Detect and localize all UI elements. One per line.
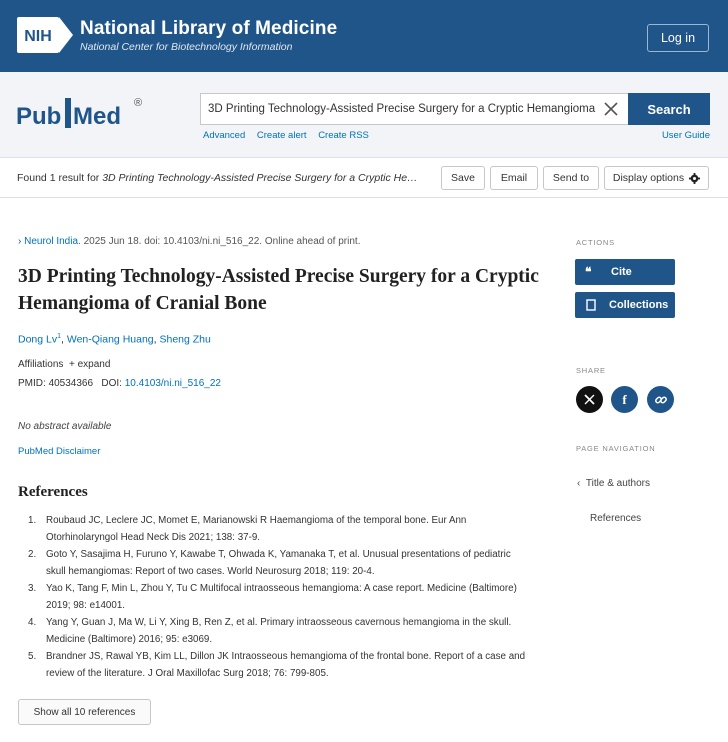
create-rss-link[interactable]: Create RSS — [318, 130, 369, 141]
link-icon[interactable] — [647, 386, 674, 413]
chevron-right-icon: › — [18, 236, 25, 247]
search-button[interactable]: Search — [628, 93, 710, 125]
affiliations-row — [18, 359, 110, 370]
doi-label: DOI: — [101, 378, 122, 389]
chevron-left-icon: ‹ — [577, 478, 586, 489]
citation-details: . 2025 Jun 18. doi: 10.4103/ni.ni_516_22. Online ahead of print. — [78, 236, 361, 247]
nih-logo-text: NIH — [24, 28, 52, 45]
nav-item-references[interactable]: References — [590, 513, 642, 524]
references-list — [28, 512, 528, 682]
nlm-title[interactable]: National Library of Medicine — [80, 18, 338, 39]
nih-logo[interactable] — [17, 17, 73, 53]
reference-item[interactable]: 3. Yao K, Tang F, Min L, Zhou Y, Tu C Multifocal intraosseous hemangioma: A case report. Medicine (Baltimore) 2019; 98: e14001. — [28, 583, 517, 611]
nlm-subtitle: National Center for Biotechnology Information — [80, 41, 293, 53]
expand-affiliations-button[interactable]: + expand — [68, 359, 111, 370]
search-band — [0, 72, 728, 158]
pubmed-disclaimer-link[interactable]: PubMed Disclaimer — [18, 446, 101, 457]
page-navigation-label: PAGE NAVIGATION — [576, 444, 656, 453]
pubmed-logo[interactable] — [16, 92, 148, 136]
affiliations-label: Affiliations — [18, 359, 64, 370]
pmid-value: 40534366 — [48, 378, 94, 389]
author-link[interactable]: Sheng Zhu — [159, 333, 211, 346]
identifiers-row — [18, 378, 221, 389]
send-to-button[interactable]: Send to — [543, 166, 599, 190]
search-links — [203, 130, 378, 141]
doi-link[interactable]: 10.4103/ni.ni_516_22 — [124, 378, 221, 389]
nav-item-label: Title & authors — [585, 478, 650, 489]
show-all-references-button[interactable]: Show all 10 references — [18, 699, 151, 725]
pubmed-logo-left: Pub — [16, 103, 62, 130]
reference-text: Brandner JS, Rawal YB, Kim LL, Dillon JK Intraosseous hemangioma of the frontal bone. Report of a case and review of the literature. J Oral Maxillofac Surg 2018; 76: 799-805. — [46, 651, 526, 679]
search-input[interactable] — [208, 94, 596, 124]
author-link[interactable]: Wen-Qiang Huang — [66, 333, 154, 346]
reference-item[interactable]: 4. Yang Y, Guan J, Ma W, Li Y, Xing B, Ren Z, et al. Primary intraosseous cavernous hemangioma in the skull. Medicine (Baltimore) 2016; 95: e3069. — [28, 617, 512, 645]
collections-label: Collections — [609, 299, 669, 311]
login-button[interactable]: Log in — [647, 24, 709, 52]
share-label: SHARE — [576, 366, 606, 375]
x-logo-icon[interactable] — [576, 386, 603, 413]
author-link[interactable]: Dong Lv — [18, 333, 58, 346]
article-title: 3D Printing Technology-Assisted Precise Surgery for a Cryptic Hemangioma of Cranial Bone — [18, 266, 539, 314]
reference-text: Yang Y, Guan J, Ma W, Li Y, Xing B, Ren Z, et al. Primary intraosseous cavernous hemangioma in the skull. Medicine (Baltimore) 2016; 95: e3069. — [46, 617, 512, 645]
cite-button[interactable] — [575, 259, 675, 285]
reference-text: Goto Y, Sasajima H, Furuno Y, Kawabe T, Ohwada K, Yamanaka T, et al. Unusual presentations of pediatric skull hemangiomas: Report of two cases. World Neurosurg 2018; 119: 20-4. — [46, 549, 511, 577]
pubmed-logo-right: Med — [73, 103, 121, 130]
close-icon[interactable] — [602, 100, 620, 118]
reference-item[interactable]: 1. Roubaud JC, Leclere JC, Momet E, Marianowski R Haemangioma of the temporal bone. Eur Ann Otorhinolaryngol Head Neck Dis 2021; 138: 37-9. — [28, 515, 467, 543]
reference-text: Yao K, Tang F, Min L, Zhou Y, Tu C Multifocal intraosseous hemangioma: A case report. Medicine (Baltimore) 2019; 98: e14001. — [46, 583, 517, 611]
user-guide-link[interactable]: User Guide — [661, 130, 710, 141]
facebook-icon[interactable]: f — [611, 386, 638, 413]
display-options-button[interactable] — [604, 166, 709, 190]
nav-item-title-authors[interactable] — [577, 478, 650, 489]
author-list: Dong Lv$^1$, Wen-Qiang Huang, Sheng Zhu — [18, 333, 211, 346]
registered-mark: ® — [134, 97, 143, 109]
bookmark-icon — [585, 299, 597, 311]
reference-item[interactable]: 5. Brandner JS, Rawal YB, Kim LL, Dillon JK Intraosseous hemangioma of the frontal bone. Report of a case and review of the literature. J Oral Maxillofac Surg 2018; 76: 799-805. — [28, 651, 526, 679]
result-query: 3D Printing Technology-Assisted Precise Surgery for a Cryptic He… — [102, 172, 418, 184]
search-field — [200, 93, 628, 125]
journal-citation — [18, 236, 360, 247]
result-summary — [17, 172, 437, 184]
advanced-search-link[interactable]: Advanced — [203, 130, 246, 141]
email-button[interactable]: Email — [490, 166, 538, 190]
reference-text: Roubaud JC, Leclere JC, Momet E, Marianowski R Haemangioma of the temporal bone. Eur Ann Otorhinolaryngol Head Neck Dis 2021; 138: 37-9. — [46, 515, 467, 543]
author-affiliation-sup[interactable]: 1 — [57, 333, 62, 340]
collections-button[interactable] — [575, 292, 675, 318]
gear-icon — [689, 173, 700, 184]
actions-label: ACTIONS — [576, 238, 615, 247]
reference-item[interactable]: 2. Goto Y, Sasajima H, Furuno Y, Kawabe T, Ohwada K, Yamanaka T, et al. Unusual presentations of pediatric skull hemangiomas: Report of two cases. World Neurosurg 2018; 119: 20-4. — [28, 549, 511, 577]
references-heading: References — [18, 484, 88, 500]
nlm-header — [0, 0, 728, 72]
journal-name-link[interactable]: Neurol India — [24, 236, 79, 247]
result-prefix: Found 1 result for — [17, 172, 103, 184]
results-bar — [0, 158, 728, 198]
create-alert-link[interactable]: Create alert — [256, 130, 307, 141]
cite-label: Cite — [611, 266, 632, 278]
quote-icon: ❝ — [585, 265, 592, 279]
pmid-label: PMID: — [18, 378, 46, 389]
no-abstract-note: No abstract available — [18, 421, 112, 432]
save-button[interactable]: Save — [441, 166, 485, 190]
display-options-label: Display options — [612, 172, 685, 184]
